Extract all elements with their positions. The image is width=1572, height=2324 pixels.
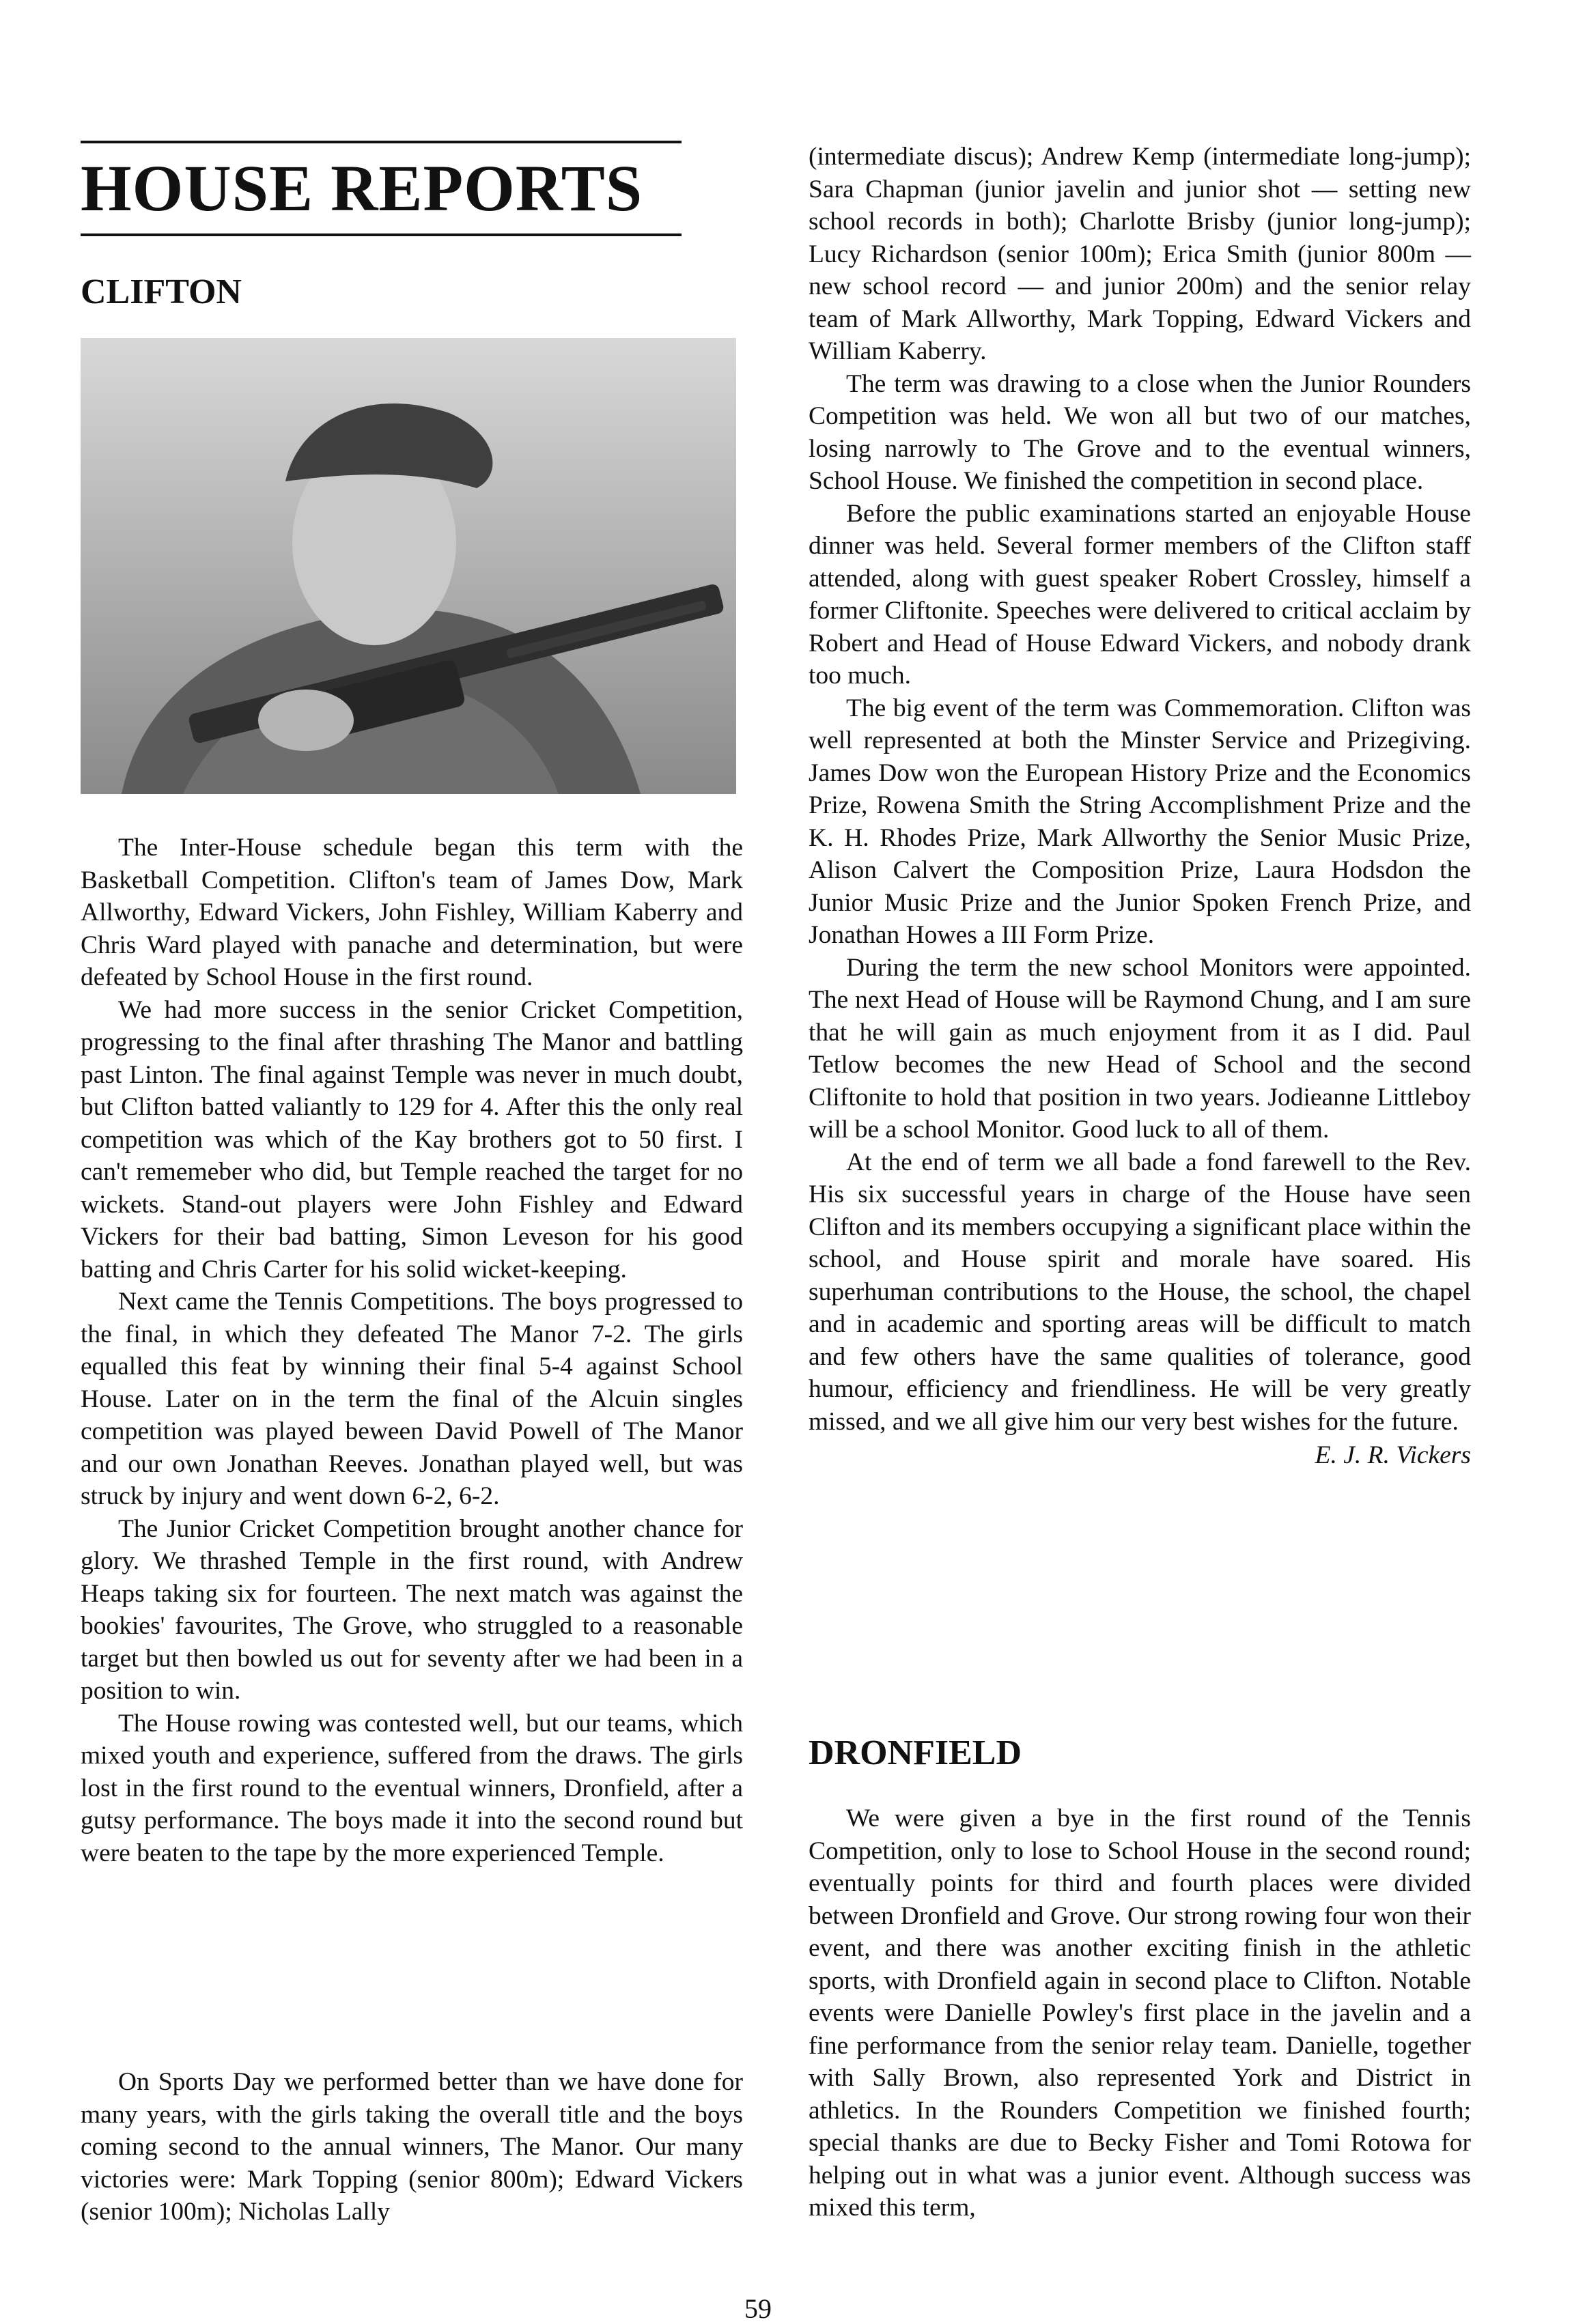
clifton-paragraph: The Junior Cricket Competition brought another chance for glory. We thrashed Temple in the first round, with Andrew Heaps taking six for fourteen. The next match was against the bookies' favourites, The Grove, who struggled to a reasonable target but then bowled us out for seventy after we had been in a position to win. xyxy=(81,1514,743,1705)
clifton-paragraph: The big event of the term was Commemoration. Clifton was well represented at both the Minster Service and Prizegiving. James Dow won the European History Prize and the Economics Prize, Rowena Smith the String Accomplishment Prize and the K. H. Rhodes Prize, Mark Allworthy the Senior Music Prize, Alison Calvert the Composition Prize, Laura Hodsdon the Junior Music Prize and the Junior Spoken French Prize, and Jonathan Howes a III Form Prize. xyxy=(809,694,1471,949)
clifton-paragraph: On Sports Day we performed better than we have done for many years, with the girls taking the overall title and the boys coming second to the annual winners, The Manor. Our many victories were: Mark Topping (senior 800m); Edward Vickers (senior 100m); Nicholas Lally xyxy=(81,2068,743,2226)
left-column xyxy=(81,832,743,1869)
clifton-signature: E. J. R. Vickers xyxy=(1315,1441,1471,1469)
clifton-paragraph: Next came the Tennis Competitions. The boys progressed to the final, in which they defeated The Manor 7-2. The girls equalled this feat by winning their final 5-4 against School House. Later on in the term the final of the Alcuin singles competition was played beween David Powell of The Manor and our own Jonathan Reeves. Jonathan played well, but was struck by injury and went down 6-2, 6-2. xyxy=(81,1288,743,1510)
dronfield-paragraph: We were given a bye in the first round of the Tennis Competition, only to lose to School House in the second round; eventually points for third and fourth places were divided between Dronfield and Grove. Our strong rowing four won their event, and there was another exciting finish in the athletic sports, with Dronfield again in second place to Clifton. Notable events were Danielle Powley's first place in the javelin and a fine performance from the senior relay team. Danielle, together with Sally Brown, also represented York and District in athletics. In the Rounders Competition we finished fourth; special thanks are due to Becky Fisher and Tomi Rotowa for helping out in what was a junior event. Although success was mixed this term, xyxy=(809,1804,1471,2222)
clifton-paragraph: The Inter-House schedule began this term with the Basketball Competition. Clifton's team of James Dow, Mark Allworthy, Edward Vickers, John Fishley, William Kaberry and Chris Ward played with panache and determination, but were defeated by School House in the first round. xyxy=(81,834,743,991)
sports-day-continued xyxy=(81,2066,743,2228)
title-rule-bottom xyxy=(81,233,682,236)
clifton-paragraph: We had more success in the senior Cricket Competition, progressing to the final after thrashing The Manor and battling past Linton. The final against Temple was never in much doubt, but Clifton batted valiantly to 129 for 4. After this the only real competition was which of the Kay brothers got to 50 first. I can't rememeber who did, but Temple reached the target for no wickets. Stand-out players were John Fishley and Edward Vickers for their bad batting, Simon Leveson for his good batting and Chris Carter for his solid wicket-keeping. xyxy=(81,995,743,1284)
clifton-paragraph: The House rowing was contested well, but our teams, which mixed youth and experience, suffered from the draws. The girls lost in the first round to the eventual winners, Dronfield, after a gutsy performance. The boys made it into the second round but were beaten to the tape by the more experienced Temple. xyxy=(81,1709,743,1867)
soldier-photo-graphic xyxy=(81,338,736,794)
right-column xyxy=(809,141,1471,1472)
page-title: HOUSE REPORTS xyxy=(81,152,643,225)
soldier-photo xyxy=(81,338,736,794)
clifton-paragraph: Before the public examinations started an enjoyable House dinner was held. Several former members of the Clifton staff attended, along with guest speaker Robert Crossley, himself a former Cliftonite. Speeches were delivered to critical acclaim by Robert and Head of House Edward Vickers, and nobody drank too much. xyxy=(809,499,1471,690)
clifton-paragraph: At the end of term we all bade a fond farewell to the Rev. His six successful years in charge of the House have seen Clifton and its members occupying a significant place within the school, and House spirit and morale have soared. His superhuman contributions to the House, the school, the chapel and in academic and sporting areas will be difficult to match and few others have the same qualities of tolerance, good humour, efficiency and friendliness. He will be very greatly missed, and we all give him our very best wishes for the future. xyxy=(809,1148,1471,1436)
clifton-heading: CLIFTON xyxy=(81,272,242,311)
clifton-paragraph: During the term the new school Monitors were appointed. The next Head of House will be Raymond Chung, and I am sure that he will gain as much enjoyment from it as I did. Paul Tetlow becomes the new Head of School and the second Cliftonite to hold that position in two years. Jodieanne Littleboy will be a school Monitor. Good luck to all of them. xyxy=(809,953,1471,1144)
clifton-paragraph-continued: (intermediate discus); Andrew Kemp (intermediate long-jump); Sara Chapman (junior javelin and junior shot — setting new school records in both); Charlotte Brisby (junior long-jump); Lucy Richardson (senior 100m); Erica Smith (junior 800m — new school record — and junior 200m) and the senior relay team of Mark Allworthy, Mark Topping, Edward Vickers and William Kaberry. xyxy=(809,143,1471,365)
dronfield-column xyxy=(809,1802,1471,2224)
page-number: 59 xyxy=(744,2293,772,2324)
clifton-paragraph: The term was drawing to a close when the Junior Rounders Competition was held. We won all but two of our matches, losing narrowly to The Grove and to the eventual winners, School House. We finished the competition in second place. xyxy=(809,369,1471,495)
title-rule-top xyxy=(81,141,682,143)
dronfield-heading: DRONFIELD xyxy=(809,1733,1022,1772)
